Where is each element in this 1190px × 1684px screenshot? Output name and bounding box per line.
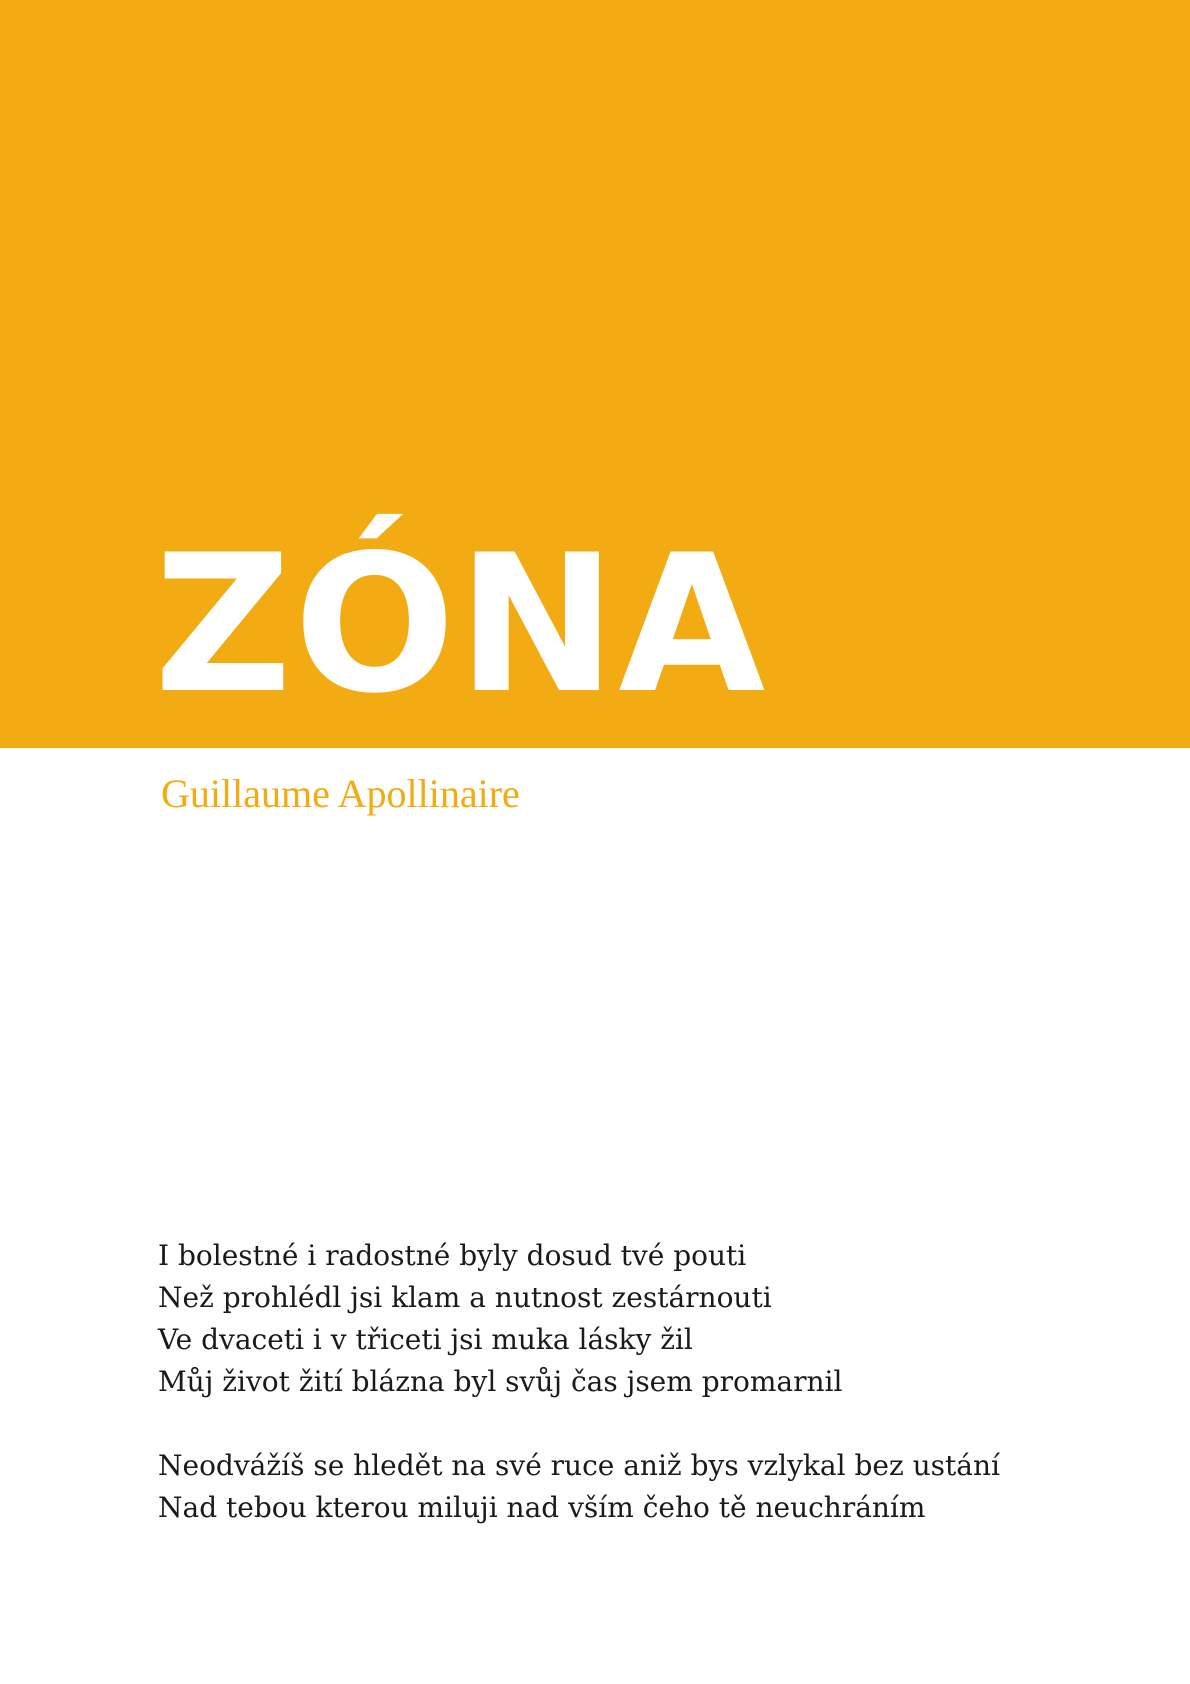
poem-line: Neodvážíš se hledět na své ruce aniž bys vzlykal bez ustání: [158, 1449, 1000, 1482]
poem-excerpt: [158, 1235, 1000, 1571]
author-name: Guillaume Apollinaire: [161, 771, 520, 816]
poem-line: Než prohlédl jsi klam a nutnost zestárnouti: [158, 1281, 772, 1314]
poem-line: Nad tebou kterou miluji nad vším čeho tě neuchráním: [158, 1491, 926, 1524]
poem-line: Můj život žití blázna byl svůj čas jsem promarnil: [158, 1365, 843, 1398]
title-banner: [0, 0, 1190, 748]
poem-stanza: [158, 1235, 1000, 1403]
poem-line: I bolestné i radostné byly dosud tvé pouti: [158, 1239, 747, 1272]
poem-line: Ve dvaceti i v třiceti jsi muka lásky žil: [158, 1323, 693, 1356]
poem-stanza: [158, 1445, 1000, 1529]
page-title: ZÓNA: [154, 514, 768, 735]
